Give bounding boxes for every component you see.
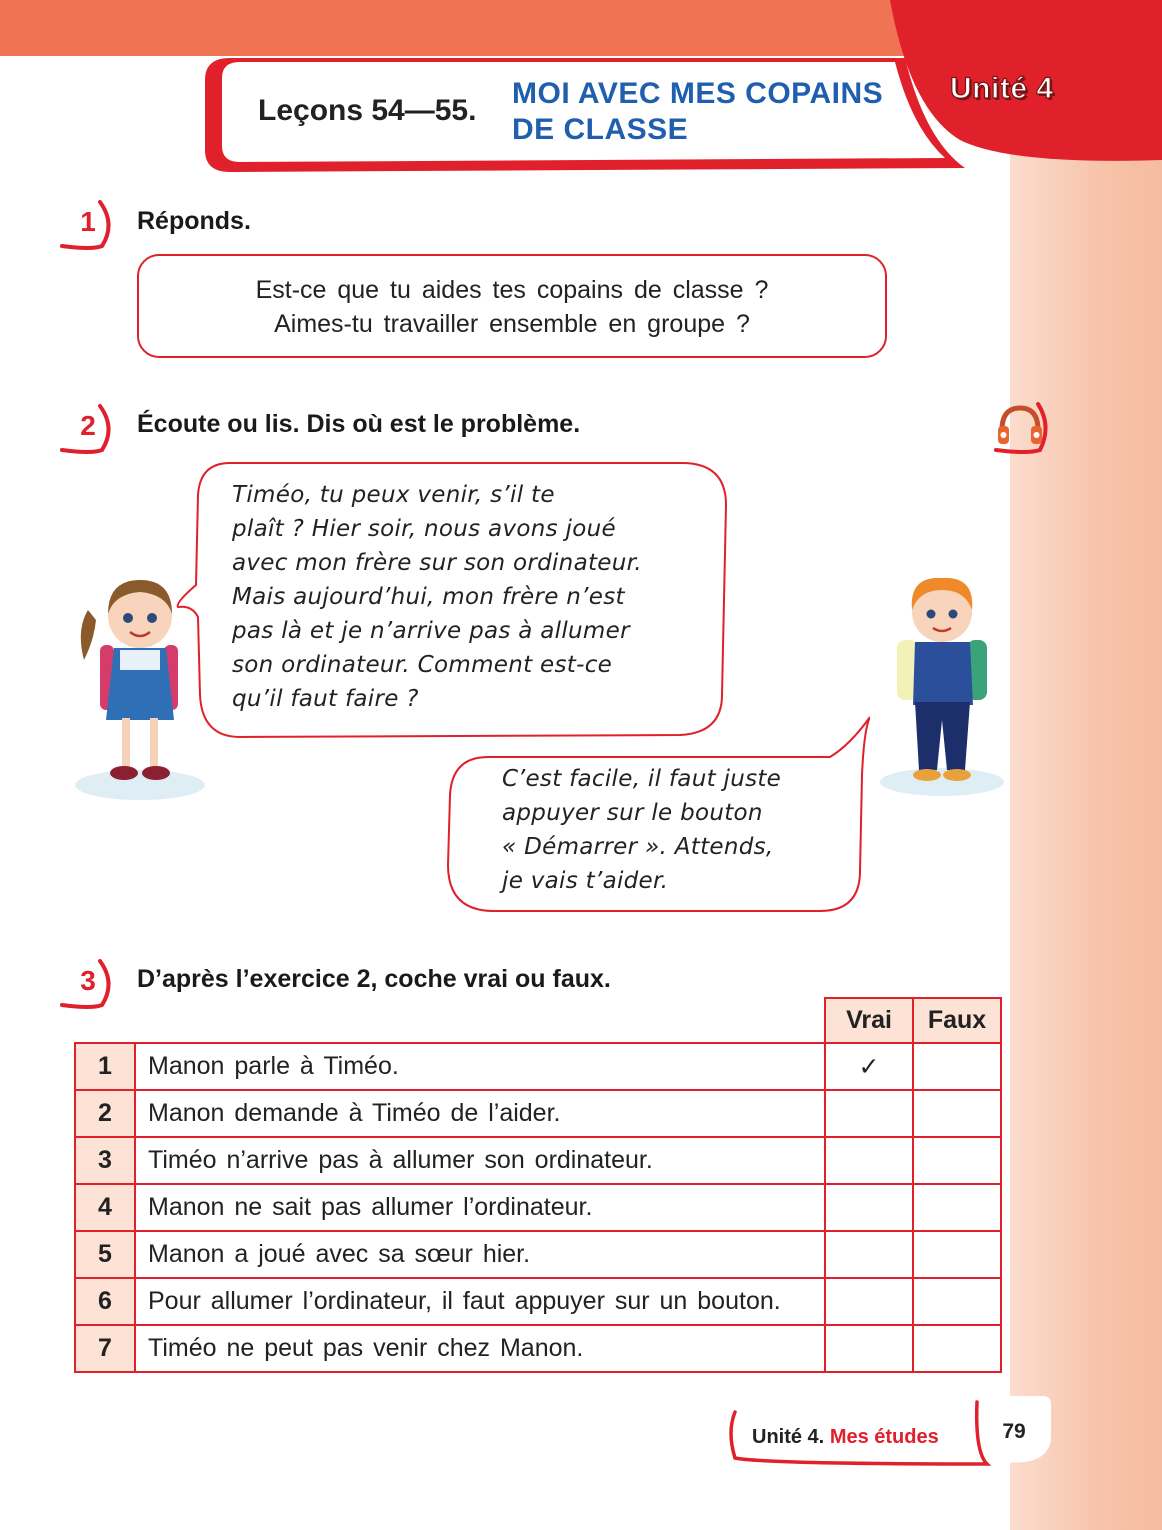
question-1: Est-ce que tu aides tes copains de classe ? — [255, 276, 769, 304]
exercise-2-instruction: Écoute ou lis. Dis où est le problème. — [137, 410, 581, 438]
statement: Manon parle à Timéo. — [135, 1043, 825, 1090]
bubble-line: Timéo, tu peux venir, s’il te — [232, 482, 555, 508]
faux-checkbox[interactable] — [913, 1278, 1001, 1325]
faux-checkbox[interactable] — [913, 1325, 1001, 1372]
statement: Pour allumer l’ordinateur, il faut appuyer sur un bouton. — [135, 1278, 825, 1325]
exercise-number-1 — [58, 196, 118, 256]
faux-checkbox[interactable] — [913, 1090, 1001, 1137]
header-spacer — [135, 998, 825, 1043]
vrai-checkbox[interactable] — [825, 1278, 913, 1325]
bubble-line: je vais t’aider. — [502, 868, 669, 894]
row-number: 1 — [75, 1043, 135, 1090]
statement: Timéo ne peut pas venir chez Manon. — [135, 1325, 825, 1372]
row-number: 4 — [75, 1184, 135, 1231]
headphones-icon[interactable] — [992, 396, 1052, 456]
lesson-number: Leçons 54—55. — [258, 94, 477, 127]
row-number: 3 — [75, 1137, 135, 1184]
page-margin-band — [1010, 0, 1162, 1530]
row-number: 6 — [75, 1278, 135, 1325]
exercise-1-instruction: Réponds. — [137, 207, 251, 235]
vrai-checkbox[interactable] — [825, 1090, 913, 1137]
row-number: 7 — [75, 1325, 135, 1372]
table-row — [75, 1278, 1001, 1325]
true-false-table — [74, 997, 1002, 1373]
column-header-vrai: Vrai — [825, 998, 913, 1043]
bubble-line: Mais aujourd’hui, mon frère n’est — [232, 584, 625, 610]
faux-checkbox[interactable] — [913, 1137, 1001, 1184]
bubble-line: son ordinateur. Comment est-ce — [232, 652, 613, 678]
table-row — [75, 1325, 1001, 1372]
vrai-checkbox[interactable] — [825, 1184, 913, 1231]
bubble-line: pas là et je n’arrive pas à allumer — [232, 618, 630, 644]
bubble-line: appuyer sur le bouton — [502, 800, 763, 826]
exercise-3-instruction: D’après l’exercice 2, coche vrai ou faux. — [137, 965, 611, 993]
exercise-number-text: 3 — [80, 965, 96, 996]
statement: Manon demande à Timéo de l’aider. — [135, 1090, 825, 1137]
title-line-2: DE CLASSE — [512, 113, 689, 146]
statement: Manon a joué avec sa sœur hier. — [135, 1231, 825, 1278]
bubble-line: C’est facile, il faut juste — [502, 766, 782, 792]
question-box — [137, 254, 887, 358]
question-2: Aimes-tu travailler ensemble en groupe ? — [274, 310, 750, 338]
statement: Timéo n’arrive pas à allumer son ordinateur. — [135, 1137, 825, 1184]
bubble-boy-text — [502, 762, 781, 898]
page-number: 79 — [1002, 1420, 1026, 1443]
exercise-number-2 — [58, 400, 118, 460]
page-title — [512, 76, 912, 148]
bubble-line: qu’il faut faire ? — [232, 686, 419, 712]
footer-unit-name: Mes études — [829, 1426, 939, 1448]
boy-illustration — [875, 570, 1010, 800]
exercise-number-text: 2 — [80, 410, 96, 441]
faux-checkbox[interactable] — [913, 1184, 1001, 1231]
footer-unit: Unité 4. — [752, 1426, 825, 1448]
table-row — [75, 1043, 1001, 1090]
bubble-girl-text — [232, 478, 642, 716]
row-number: 2 — [75, 1090, 135, 1137]
table-row — [75, 1090, 1001, 1137]
table-header-row — [75, 998, 1001, 1043]
footer-unit-label — [752, 1426, 939, 1449]
title-line-1: MOI AVEC MES COPAINS — [512, 77, 884, 110]
vrai-checkbox[interactable] — [825, 1231, 913, 1278]
statement: Manon ne sait pas allumer l’ordinateur. — [135, 1184, 825, 1231]
table-row — [75, 1231, 1001, 1278]
vrai-checkbox[interactable] — [825, 1137, 913, 1184]
bubble-line: plaît ? Hier soir, nous avons joué — [232, 516, 616, 542]
header-spacer — [75, 998, 135, 1043]
vrai-checkbox[interactable]: ✓ — [825, 1043, 913, 1090]
row-number: 5 — [75, 1231, 135, 1278]
bubble-line: « Démarrer ». Attends, — [502, 834, 774, 860]
table-row — [75, 1137, 1001, 1184]
faux-checkbox[interactable] — [913, 1231, 1001, 1278]
column-header-faux: Faux — [913, 998, 1001, 1043]
vrai-checkbox[interactable] — [825, 1325, 913, 1372]
bubble-line: avec mon frère sur son ordinateur. — [232, 550, 642, 576]
unit-tag: Unité 4 — [950, 72, 1054, 105]
exercise-number-text: 1 — [80, 206, 96, 237]
faux-checkbox[interactable] — [913, 1043, 1001, 1090]
table-row — [75, 1184, 1001, 1231]
